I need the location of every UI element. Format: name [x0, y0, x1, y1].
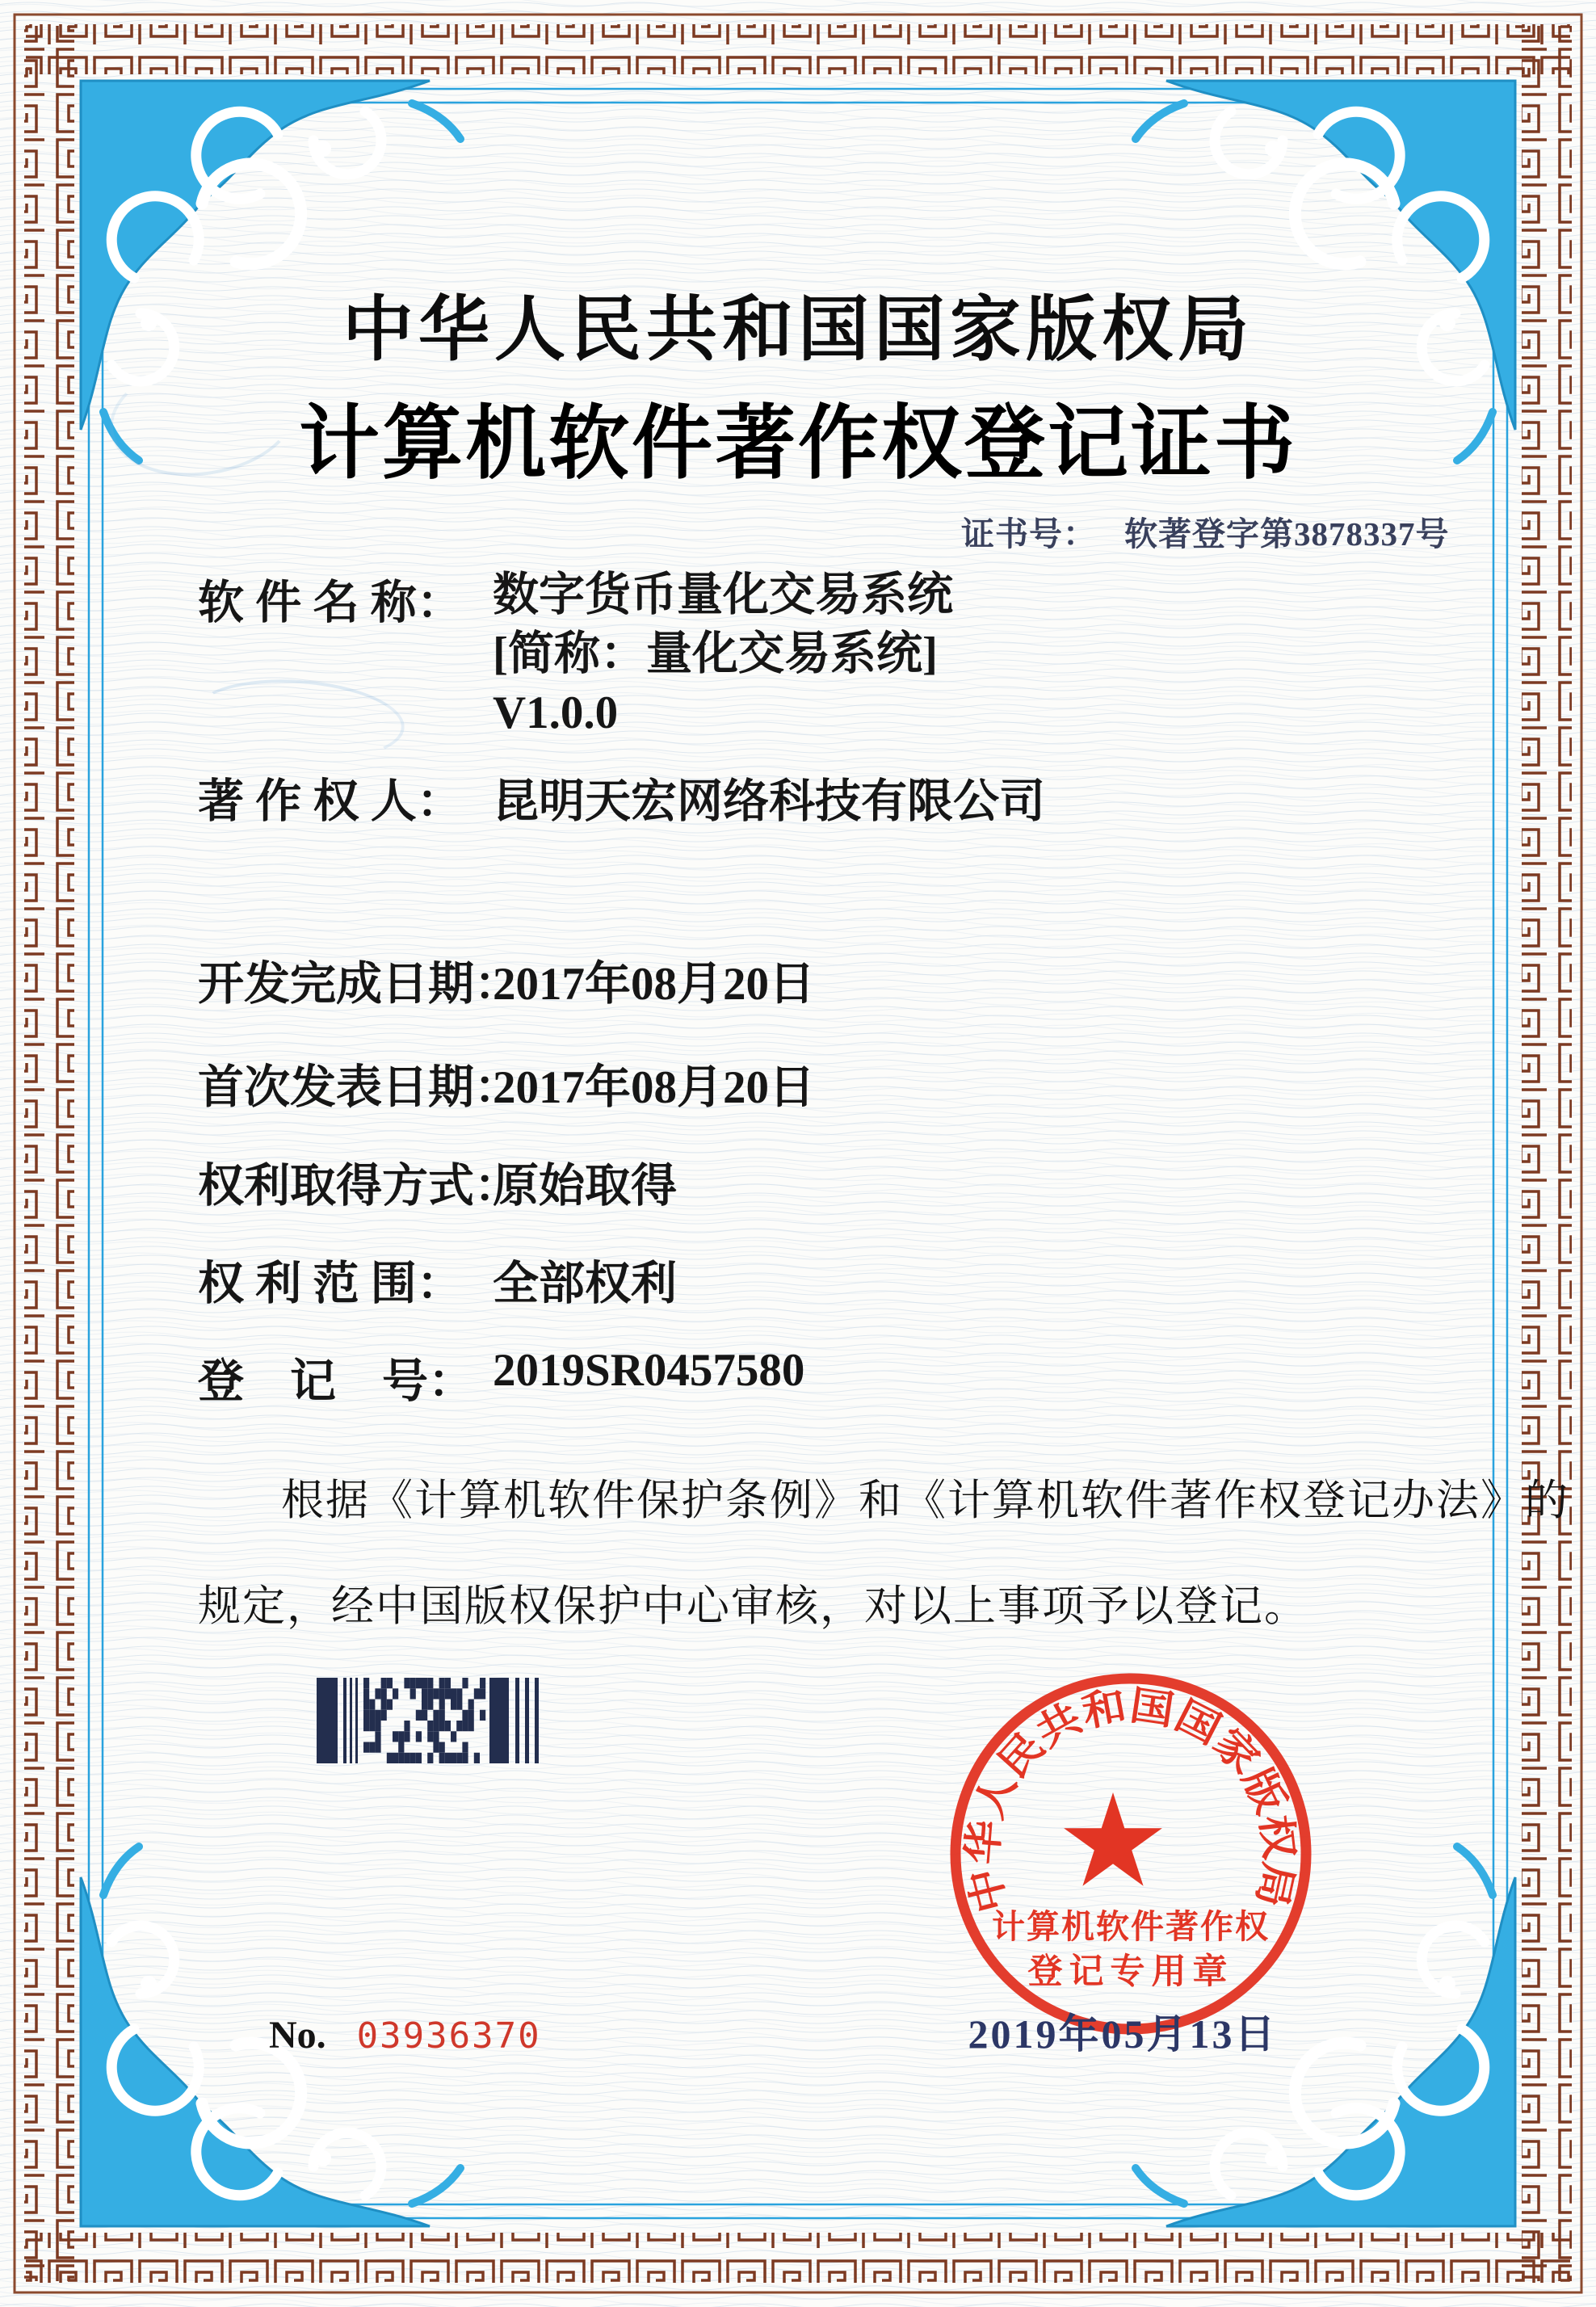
software-version: V1.0.0 — [493, 687, 619, 738]
svg-text:中华人民共和国国家版权局 — [960, 1683, 1302, 1917]
seal-inner-line2: 登记专用章 — [1027, 1953, 1234, 1991]
certificate-number — [961, 507, 1450, 555]
statement-line-2: 规定，经中国版权保护中心审核，对以上事项予以登记。 — [198, 1583, 1308, 1630]
registration-seal — [935, 1658, 1326, 2049]
serial-value: 03936370 — [356, 2015, 541, 2057]
field-right-scope — [198, 1246, 677, 1313]
field-first-publish-date — [198, 1050, 815, 1116]
star-icon — [1064, 1792, 1162, 1886]
statement-line-1: 根据《计算机软件保护条例》和《计算机软件著作权登记办法》的 — [281, 1477, 1569, 1524]
seal-inner-line1: 计算机软件著作权 — [992, 1908, 1270, 1945]
copyright-owner-label: 著 作 权 人： — [198, 776, 463, 827]
field-dev-complete-date — [198, 947, 815, 1013]
barcode — [317, 1677, 549, 1764]
software-short-name: [简称：量化交易系统] — [493, 628, 938, 679]
registration-no-value: 2019SR0457580 — [493, 1345, 805, 1396]
right-acquisition-value: 原始取得 — [493, 1161, 677, 1212]
software-name-label: 软 件 名 称： — [198, 578, 463, 628]
field-software-name — [198, 565, 953, 738]
page-title: 中华人民共和国国家版权局 — [342, 292, 1254, 370]
copyright-owner-value: 昆明天宏网络科技有限公司 — [493, 776, 1045, 827]
dev-complete-date-label: 开发完成日期： — [198, 959, 520, 1010]
registration-no-label: 登 记 号： — [198, 1356, 474, 1407]
first-publish-date-value: 2017年08月20日 — [493, 1062, 815, 1113]
field-right-acquisition — [198, 1149, 677, 1215]
right-scope-value: 全部权利 — [493, 1259, 677, 1309]
right-acquisition-label: 权利取得方式： — [198, 1161, 520, 1212]
field-registration-no — [198, 1344, 805, 1410]
field-copyright-owner — [198, 764, 1045, 830]
dev-complete-date-value: 2017年08月20日 — [493, 959, 815, 1010]
right-scope-label: 权 利 范 围： — [198, 1259, 463, 1309]
certificate-number-value: 软著登字第3878337号 — [1124, 515, 1450, 553]
software-name-value: 数字货币量化交易系统 — [493, 569, 953, 620]
seal-ring-text: 中华人民共和国国家版权局 — [960, 1682, 1302, 1918]
serial-prefix: No. — [269, 2014, 326, 2057]
serial-number — [269, 2013, 541, 2057]
document-title: 计算机软件著作权登记证书 — [299, 399, 1297, 489]
certificate-number-label: 证书号： — [961, 515, 1097, 553]
first-publish-date-label: 首次发表日期： — [198, 1062, 520, 1113]
seal-date: 2019年05月13日 — [968, 2011, 1278, 2057]
